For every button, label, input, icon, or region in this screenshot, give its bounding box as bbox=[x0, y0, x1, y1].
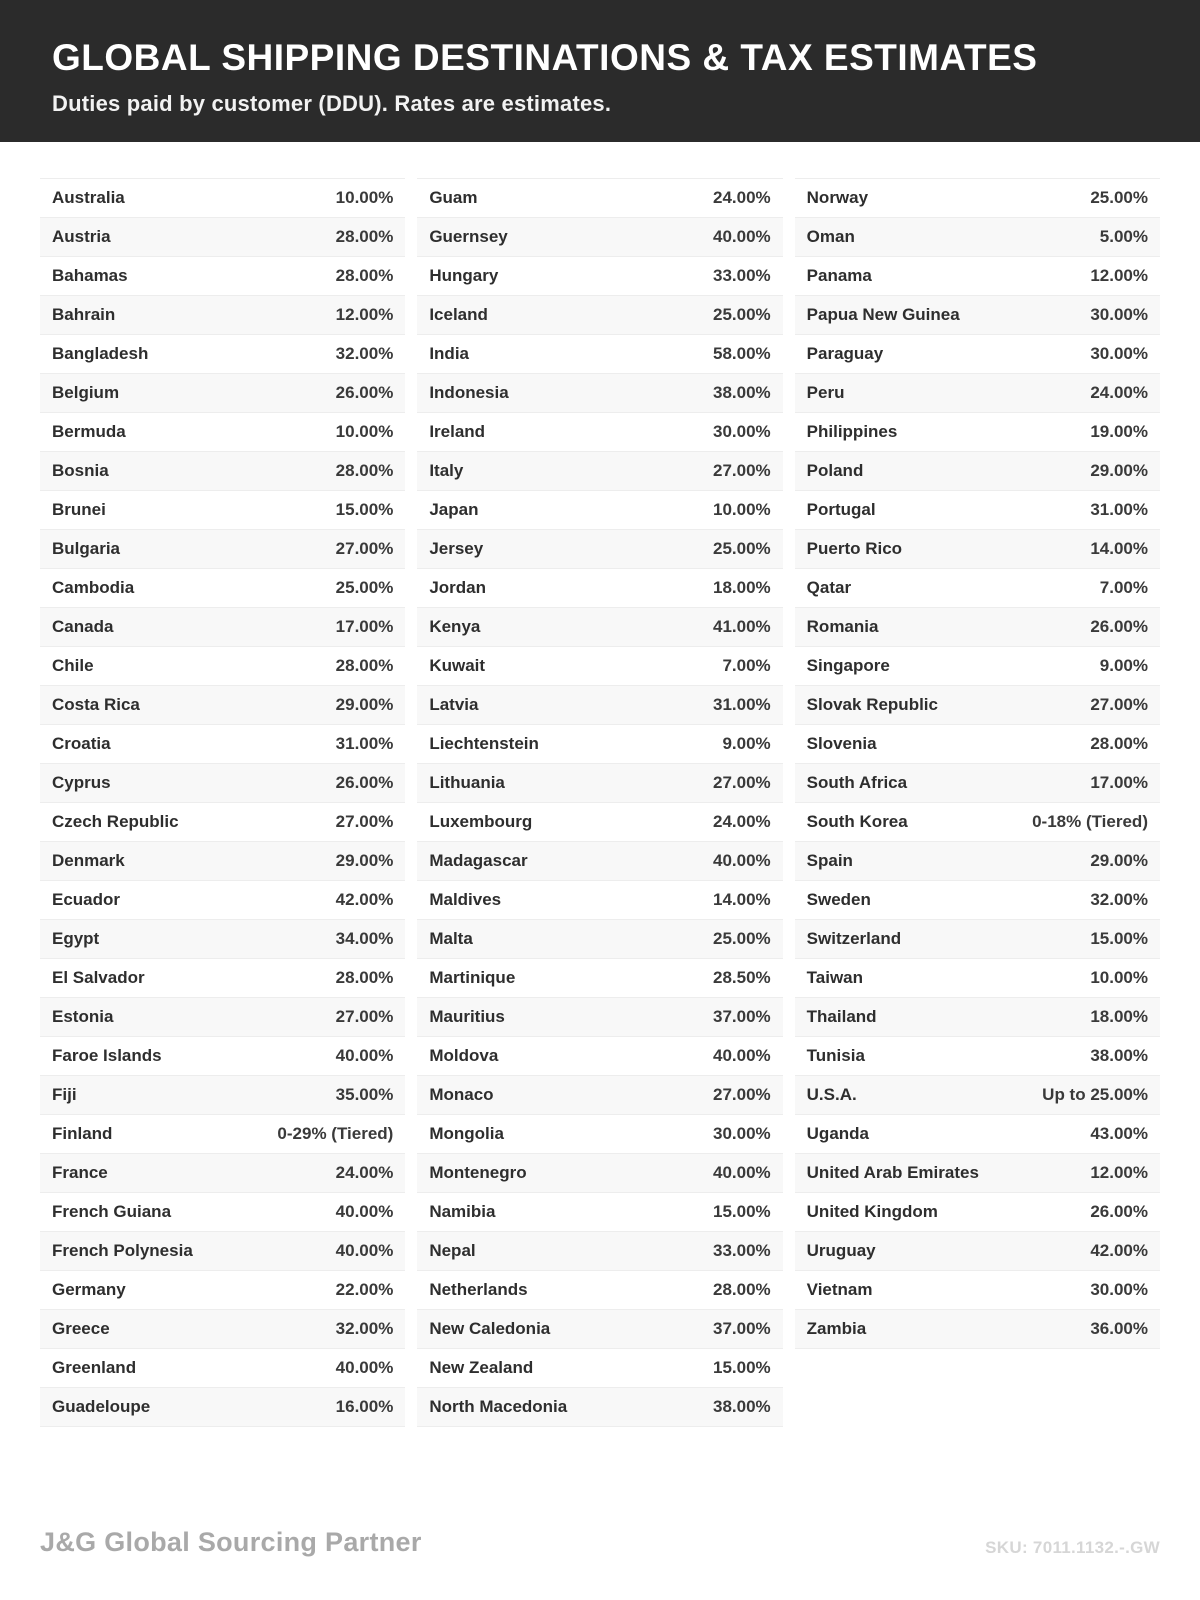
country-label: United Arab Emirates bbox=[806, 1163, 979, 1182]
country-label: Bahamas bbox=[52, 266, 128, 285]
country-label: Vietnam bbox=[806, 1280, 873, 1299]
country-label: Jersey bbox=[429, 539, 484, 558]
rate-value: 25.00% bbox=[712, 929, 771, 948]
rate-value: 24.00% bbox=[712, 188, 771, 207]
table-row bbox=[795, 1076, 1160, 1115]
country-label: Oman bbox=[806, 227, 855, 246]
country-label: Jordan bbox=[429, 578, 487, 597]
country-label: Chile bbox=[52, 656, 94, 675]
table-row bbox=[40, 998, 405, 1037]
rate-value: 24.00% bbox=[335, 1163, 394, 1182]
country-label: Kuwait bbox=[429, 656, 486, 675]
rate-value: 28.00% bbox=[335, 968, 394, 987]
country-label: Moldova bbox=[429, 1046, 499, 1065]
table-row bbox=[795, 1193, 1160, 1232]
table-row bbox=[417, 530, 782, 569]
rate-value: 30.00% bbox=[712, 422, 771, 441]
sku-label: SKU: 7011.1132.-.GW bbox=[985, 1538, 1160, 1557]
rate-value: 28.00% bbox=[1090, 734, 1148, 753]
country-label: Papua New Guinea bbox=[806, 305, 960, 324]
table-row bbox=[40, 1037, 405, 1076]
rate-value: 43.00% bbox=[1090, 1124, 1148, 1143]
rate-value: 18.00% bbox=[1090, 1007, 1148, 1026]
table-row bbox=[795, 959, 1160, 998]
rate-value: 25.00% bbox=[1090, 188, 1148, 207]
table-row bbox=[795, 1310, 1160, 1349]
rate-value: 16.00% bbox=[335, 1397, 394, 1416]
country-label: Switzerland bbox=[806, 929, 902, 948]
table-row bbox=[40, 881, 405, 920]
rate-value: 41.00% bbox=[712, 617, 771, 636]
table-row bbox=[795, 179, 1160, 218]
country-label: Ireland bbox=[429, 422, 486, 441]
table-row bbox=[417, 608, 782, 647]
table-row bbox=[795, 1115, 1160, 1154]
rate-value: 29.00% bbox=[335, 695, 394, 714]
rates-column-1 bbox=[40, 178, 405, 1427]
rate-value: 38.00% bbox=[712, 383, 771, 402]
table-row bbox=[40, 842, 405, 881]
country-label: Latvia bbox=[429, 695, 479, 714]
table-row bbox=[417, 257, 782, 296]
rate-value: 38.00% bbox=[1090, 1046, 1148, 1065]
table-row bbox=[40, 413, 405, 452]
rate-value: 42.00% bbox=[335, 890, 394, 909]
country-label: Greenland bbox=[52, 1358, 137, 1377]
country-label: Italy bbox=[429, 461, 464, 480]
country-label: Slovak Republic bbox=[806, 695, 938, 714]
country-label: Estonia bbox=[52, 1007, 114, 1026]
country-label: Singapore bbox=[806, 656, 890, 675]
table-row bbox=[795, 413, 1160, 452]
table-row bbox=[795, 842, 1160, 881]
country-label: New Zealand bbox=[429, 1358, 534, 1377]
rate-value: 17.00% bbox=[1090, 773, 1148, 792]
rate-value: 27.00% bbox=[335, 1007, 394, 1026]
table-row bbox=[417, 1115, 782, 1154]
country-label: Monaco bbox=[429, 1085, 494, 1104]
table-row bbox=[795, 257, 1160, 296]
table-row bbox=[40, 647, 405, 686]
country-label: Croatia bbox=[52, 734, 111, 753]
rate-value: 27.00% bbox=[335, 539, 394, 558]
rate-value: 42.00% bbox=[1090, 1241, 1148, 1260]
country-label: India bbox=[429, 344, 469, 363]
table-row bbox=[40, 1115, 405, 1154]
rate-value: 15.00% bbox=[335, 500, 394, 519]
table-row bbox=[40, 1310, 405, 1349]
country-label: Maldives bbox=[429, 890, 502, 909]
table-row bbox=[795, 803, 1160, 842]
table-row bbox=[417, 491, 782, 530]
table-row bbox=[40, 1076, 405, 1115]
table-row bbox=[417, 647, 782, 686]
rate-value: 40.00% bbox=[335, 1202, 394, 1221]
rate-value: 28.00% bbox=[335, 461, 394, 480]
rate-value: 33.00% bbox=[712, 1241, 771, 1260]
rates-column-3 bbox=[795, 178, 1160, 1349]
rate-value: 10.00% bbox=[712, 500, 771, 519]
country-label: Bulgaria bbox=[52, 539, 121, 558]
rate-value: 30.00% bbox=[1090, 305, 1148, 324]
country-label: Greece bbox=[52, 1319, 110, 1338]
table-row bbox=[417, 1349, 782, 1388]
table-row bbox=[40, 179, 405, 218]
table-row bbox=[40, 959, 405, 998]
table-row bbox=[795, 218, 1160, 257]
country-label: Bosnia bbox=[52, 461, 109, 480]
table-row bbox=[417, 179, 782, 218]
rate-value: 26.00% bbox=[335, 383, 394, 402]
table-row bbox=[40, 569, 405, 608]
rate-value: 7.00% bbox=[1099, 578, 1148, 597]
country-label: Belgium bbox=[52, 383, 120, 402]
country-label: Austria bbox=[52, 227, 111, 246]
country-label: Tunisia bbox=[806, 1046, 865, 1065]
rate-value: 29.00% bbox=[1090, 851, 1148, 870]
country-label: New Caledonia bbox=[429, 1319, 551, 1338]
table-row bbox=[417, 1193, 782, 1232]
rate-value: 28.50% bbox=[712, 968, 771, 987]
rate-value: 37.00% bbox=[712, 1007, 771, 1026]
country-label: Montenegro bbox=[429, 1163, 527, 1182]
country-label: Portugal bbox=[806, 500, 876, 519]
country-label: Germany bbox=[52, 1280, 126, 1299]
rate-value: 31.00% bbox=[712, 695, 771, 714]
country-label: Luxembourg bbox=[429, 812, 533, 831]
country-label: Namibia bbox=[429, 1202, 496, 1221]
page-footer bbox=[40, 1527, 1160, 1558]
table-row bbox=[40, 1271, 405, 1310]
country-label: Sweden bbox=[806, 890, 871, 909]
rate-value: 7.00% bbox=[722, 656, 771, 675]
rate-value: 58.00% bbox=[712, 344, 771, 363]
country-label: Ecuador bbox=[52, 890, 121, 909]
rate-value: 25.00% bbox=[712, 539, 771, 558]
table-row bbox=[795, 764, 1160, 803]
rate-value: 40.00% bbox=[335, 1358, 394, 1377]
rate-value: 30.00% bbox=[1090, 344, 1148, 363]
country-label: Kenya bbox=[429, 617, 481, 636]
rate-value: 40.00% bbox=[712, 1046, 771, 1065]
table-row bbox=[417, 725, 782, 764]
rate-value: 24.00% bbox=[712, 812, 771, 831]
rate-value: 22.00% bbox=[335, 1280, 394, 1299]
rate-value: 27.00% bbox=[712, 773, 771, 792]
table-row bbox=[40, 725, 405, 764]
table-row bbox=[40, 530, 405, 569]
country-label: Netherlands bbox=[429, 1280, 528, 1299]
table-row bbox=[417, 1271, 782, 1310]
rate-value: 30.00% bbox=[1090, 1280, 1148, 1299]
rate-value: 27.00% bbox=[1090, 695, 1148, 714]
country-label: Nepal bbox=[429, 1241, 476, 1260]
rate-value: 5.00% bbox=[1099, 227, 1148, 246]
rate-value: 12.00% bbox=[335, 305, 394, 324]
country-label: Zambia bbox=[806, 1319, 867, 1338]
rate-value: 40.00% bbox=[712, 1163, 771, 1182]
rate-value: 9.00% bbox=[1099, 656, 1148, 675]
country-label: French Polynesia bbox=[52, 1241, 193, 1260]
rate-value: 35.00% bbox=[335, 1085, 394, 1104]
table-row bbox=[795, 998, 1160, 1037]
table-row bbox=[795, 1037, 1160, 1076]
rate-value: 10.00% bbox=[335, 422, 394, 441]
brand-label: J&G Global Sourcing Partner bbox=[40, 1527, 422, 1557]
rate-value: 15.00% bbox=[712, 1358, 771, 1377]
country-label: Bermuda bbox=[52, 422, 126, 441]
country-label: French Guiana bbox=[52, 1202, 172, 1221]
country-label: Peru bbox=[806, 383, 845, 402]
country-label: Finland bbox=[52, 1124, 113, 1143]
rate-value: 14.00% bbox=[1090, 539, 1148, 558]
country-label: Australia bbox=[52, 188, 125, 207]
country-label: Indonesia bbox=[429, 383, 509, 402]
rate-value: 12.00% bbox=[1090, 266, 1148, 285]
table-row bbox=[417, 1310, 782, 1349]
table-row bbox=[417, 1232, 782, 1271]
rate-value: 27.00% bbox=[712, 1085, 771, 1104]
table-row bbox=[40, 764, 405, 803]
country-label: Brunei bbox=[52, 500, 106, 519]
country-label: Iceland bbox=[429, 305, 488, 324]
table-row bbox=[795, 881, 1160, 920]
table-row bbox=[795, 569, 1160, 608]
rate-value: 0-18% (Tiered) bbox=[1032, 812, 1148, 831]
table-row bbox=[417, 764, 782, 803]
rate-value: 26.00% bbox=[335, 773, 394, 792]
rate-value: 32.00% bbox=[1090, 890, 1148, 909]
table-row bbox=[40, 1193, 405, 1232]
table-row bbox=[795, 686, 1160, 725]
table-row bbox=[795, 608, 1160, 647]
page-header bbox=[0, 0, 1200, 142]
country-label: South Africa bbox=[806, 773, 908, 792]
table-row bbox=[417, 335, 782, 374]
rate-value: 27.00% bbox=[335, 812, 394, 831]
country-label: Uruguay bbox=[806, 1241, 876, 1260]
table-row bbox=[417, 998, 782, 1037]
table-row bbox=[40, 218, 405, 257]
rate-value: 0-29% (Tiered) bbox=[277, 1124, 394, 1143]
country-label: United Kingdom bbox=[806, 1202, 938, 1221]
table-row bbox=[795, 1232, 1160, 1271]
table-row bbox=[40, 296, 405, 335]
rate-value: 33.00% bbox=[712, 266, 771, 285]
rate-value: 32.00% bbox=[335, 1319, 394, 1338]
country-label: Guadeloupe bbox=[52, 1397, 151, 1416]
table-row bbox=[40, 920, 405, 959]
rate-value: 24.00% bbox=[1090, 383, 1148, 402]
table-row bbox=[417, 1076, 782, 1115]
table-row bbox=[417, 920, 782, 959]
country-label: Spain bbox=[806, 851, 853, 870]
rate-value: Up to 25.00% bbox=[1042, 1085, 1148, 1104]
rate-value: 31.00% bbox=[335, 734, 394, 753]
rate-value: 34.00% bbox=[335, 929, 394, 948]
table-row bbox=[795, 647, 1160, 686]
country-label: Cyprus bbox=[52, 773, 111, 792]
country-label: Mongolia bbox=[429, 1124, 504, 1143]
table-row bbox=[417, 452, 782, 491]
rate-value: 15.00% bbox=[1090, 929, 1148, 948]
rate-value: 28.00% bbox=[335, 227, 394, 246]
country-label: Malta bbox=[429, 929, 473, 948]
table-row bbox=[795, 530, 1160, 569]
country-label: Liechtenstein bbox=[429, 734, 539, 753]
table-row bbox=[795, 491, 1160, 530]
rate-value: 17.00% bbox=[335, 617, 394, 636]
rate-value: 28.00% bbox=[335, 656, 394, 675]
table-row bbox=[417, 218, 782, 257]
table-row bbox=[40, 686, 405, 725]
rate-value: 37.00% bbox=[712, 1319, 771, 1338]
country-label: Guam bbox=[429, 188, 478, 207]
country-label: Puerto Rico bbox=[806, 539, 903, 558]
table-row bbox=[417, 413, 782, 452]
table-row bbox=[417, 842, 782, 881]
rate-value: 38.00% bbox=[712, 1397, 771, 1416]
rate-value: 36.00% bbox=[1090, 1319, 1148, 1338]
rate-value: 32.00% bbox=[335, 344, 394, 363]
rate-value: 10.00% bbox=[335, 188, 394, 207]
country-label: Egypt bbox=[52, 929, 100, 948]
country-label: Poland bbox=[806, 461, 864, 480]
country-label: Faroe Islands bbox=[52, 1046, 162, 1065]
country-label: Philippines bbox=[806, 422, 898, 441]
country-label: Norway bbox=[806, 188, 869, 207]
table-row bbox=[417, 296, 782, 335]
rate-value: 27.00% bbox=[712, 461, 771, 480]
country-label: North Macedonia bbox=[429, 1397, 568, 1416]
rates-column-2 bbox=[417, 178, 782, 1427]
table-row bbox=[417, 686, 782, 725]
country-label: Fiji bbox=[52, 1085, 77, 1104]
country-label: France bbox=[52, 1163, 108, 1182]
table-row bbox=[417, 1154, 782, 1193]
table-row bbox=[40, 1349, 405, 1388]
country-label: Costa Rica bbox=[52, 695, 140, 714]
rate-value: 28.00% bbox=[712, 1280, 771, 1299]
rate-value: 26.00% bbox=[1090, 1202, 1148, 1221]
rate-value: 25.00% bbox=[335, 578, 394, 597]
rate-value: 40.00% bbox=[335, 1241, 394, 1260]
table-row bbox=[40, 374, 405, 413]
rate-value: 15.00% bbox=[712, 1202, 771, 1221]
table-row bbox=[795, 1271, 1160, 1310]
country-label: South Korea bbox=[806, 812, 908, 831]
rate-value: 28.00% bbox=[335, 266, 394, 285]
country-label: Slovenia bbox=[806, 734, 877, 753]
country-label: Bangladesh bbox=[52, 344, 149, 363]
rate-value: 31.00% bbox=[1090, 500, 1148, 519]
table-row bbox=[40, 1388, 405, 1427]
country-label: Romania bbox=[806, 617, 879, 636]
rate-value: 10.00% bbox=[1090, 968, 1148, 987]
table-row bbox=[417, 569, 782, 608]
table-row bbox=[417, 803, 782, 842]
table-row bbox=[40, 491, 405, 530]
country-label: Canada bbox=[52, 617, 114, 636]
table-row bbox=[40, 452, 405, 491]
rates-table bbox=[0, 142, 1200, 1427]
table-row bbox=[795, 920, 1160, 959]
country-label: Thailand bbox=[806, 1007, 877, 1026]
table-row bbox=[40, 1154, 405, 1193]
country-label: Lithuania bbox=[429, 773, 505, 792]
country-label: Paraguay bbox=[806, 344, 884, 363]
country-label: Uganda bbox=[806, 1124, 869, 1143]
table-row bbox=[417, 1388, 782, 1427]
table-row bbox=[417, 959, 782, 998]
country-label: Denmark bbox=[52, 851, 125, 870]
rate-value: 18.00% bbox=[712, 578, 771, 597]
country-label: Mauritius bbox=[429, 1007, 505, 1026]
country-label: El Salvador bbox=[52, 968, 145, 987]
country-label: Cambodia bbox=[52, 578, 135, 597]
table-row bbox=[795, 374, 1160, 413]
country-label: Guernsey bbox=[429, 227, 508, 246]
country-label: Japan bbox=[429, 500, 479, 519]
rate-value: 26.00% bbox=[1090, 617, 1148, 636]
rate-value: 29.00% bbox=[335, 851, 394, 870]
table-row bbox=[795, 725, 1160, 764]
country-label: Hungary bbox=[429, 266, 499, 285]
table-row bbox=[417, 1037, 782, 1076]
country-label: Czech Republic bbox=[52, 812, 179, 831]
table-row bbox=[40, 803, 405, 842]
table-row bbox=[795, 452, 1160, 491]
country-label: Martinique bbox=[429, 968, 516, 987]
table-row bbox=[40, 608, 405, 647]
rate-value: 12.00% bbox=[1090, 1163, 1148, 1182]
table-row bbox=[40, 257, 405, 296]
table-row bbox=[417, 881, 782, 920]
table-row bbox=[795, 296, 1160, 335]
country-label: Taiwan bbox=[806, 968, 864, 987]
country-label: Bahrain bbox=[52, 305, 116, 324]
rate-value: 40.00% bbox=[335, 1046, 394, 1065]
rate-value: 9.00% bbox=[722, 734, 771, 753]
country-label: U.S.A. bbox=[806, 1085, 857, 1104]
rate-value: 14.00% bbox=[712, 890, 771, 909]
table-row bbox=[795, 335, 1160, 374]
table-row bbox=[795, 1154, 1160, 1193]
page-title: GLOBAL SHIPPING DESTINATIONS & TAX ESTIMATES bbox=[52, 37, 1038, 78]
rate-value: 40.00% bbox=[712, 851, 771, 870]
rate-value: 25.00% bbox=[712, 305, 771, 324]
rate-value: 19.00% bbox=[1090, 422, 1148, 441]
country-label: Madagascar bbox=[429, 851, 528, 870]
country-label: Qatar bbox=[806, 578, 852, 597]
rate-value: 40.00% bbox=[712, 227, 771, 246]
table-row bbox=[40, 335, 405, 374]
page-subtitle: Duties paid by customer (DDU). Rates are estimates. bbox=[52, 90, 612, 116]
country-label: Panama bbox=[806, 266, 872, 285]
rate-value: 29.00% bbox=[1090, 461, 1148, 480]
table-row bbox=[40, 1232, 405, 1271]
rate-value: 30.00% bbox=[712, 1124, 771, 1143]
table-row bbox=[417, 374, 782, 413]
